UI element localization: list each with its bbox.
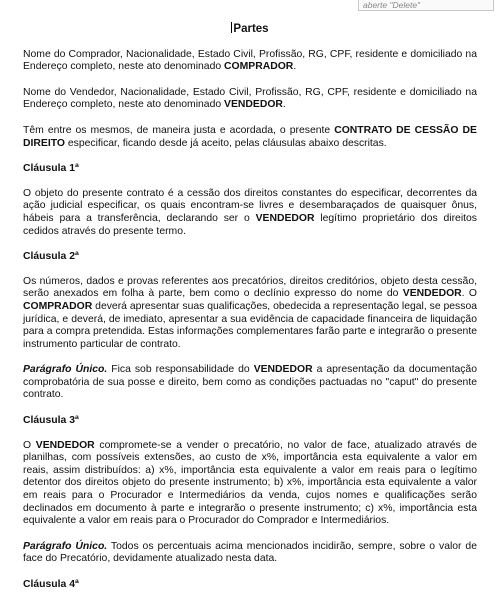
paragrafo-unico-1: Parágrafo Único. Fica sob responsabilidade do VENDEDOR a apresentação da documentação comprobatória de sua posse e direito, bem como as condições pactuadas no "caput" do presente contrato. xyxy=(23,364,477,401)
paragraph-intro: Têm entre os mesmos, de maneira justa e acordada, o presente CONTRATO DE CESSÃO DE DIREITO especificar, ficando desde já aceito, pelas cláusulas abaixo descritas. xyxy=(23,124,477,149)
clause-1-text: O objeto do presente contrato é a cessão dos direitos constantes do especificar, decorrentes da ação judicial especificar, os quais encontram-se livres e desembaraçados de quaisquer ônus, hábeis para a transferência, declarando ser o VENDEDOR legítimo proprietário dos direitos cedidos através do presente termo. xyxy=(23,187,477,237)
clause-1-heading: Cláusula 1ª xyxy=(23,163,79,175)
paragraph-vendedor: Nome do Vendedor, Nacionalidade, Estado Civil, Profissão, RG, CPF, residente e domiciliado na Endereço completo, neste ato denominado VENDEDOR. xyxy=(23,86,477,111)
search-hint-box: aberte "Delete" xyxy=(358,0,494,11)
clause-2-text: Os números, dados e provas referentes aos precatórios, direitos creditórios, objeto desta cessão, serão anexados em folha à parte, bem como o declínio expresso do nome do VENDEDOR. O COMPRADOR deverá apresentar suas qualificações, obedecida a representação legal, se pessoa jurídica, e deverá, de imediato, apresentar a sua evidência de capacidade financeira de liquidação para a compra pretendida. Estas informações complementares farão parte e integrarão o presente instrumento particular de contrato. xyxy=(23,275,477,350)
clause-4-heading: Cláusula 4ª xyxy=(23,579,79,590)
document-title: Partes xyxy=(233,23,269,35)
clause-3-text: O VENDEDOR compromete-se a vender o precatório, no valor de face, atualizado através de planilhas, com possíveis extensões, ao custo de x%, importância esta equivalente a valor em reais, assim distribuídos: a) x%, importância esta equivalente a valor em reais para o legítimo detentor dos direitos objeto do presente instrumento; b) x%, importância esta equivalente a valor em reais para o Procurador e Intermediários da venda, cujos nomes e qualificações serão declinados em documento à parte e integrarão o presente instrumento; c) x%, importância esta equivalente a valor em reais para o Procurador do Comprador e Intermediários. xyxy=(23,439,477,527)
paragraph-comprador: Nome do Comprador, Nacionalidade, Estado Civil, Profissão, RG, CPF, residente e domiciliado na Endereço completo, neste ato denominado COMPRADOR. xyxy=(23,48,477,73)
contract-document xyxy=(23,14,477,604)
clause-3-heading: Cláusula 3ª xyxy=(23,415,79,427)
paragrafo-unico-2: Parágrafo Único. Todos os percentuais acima mencionados incidirão, sempre, sobre o valor de face do Precatório, devidamente atualizado nesta data. xyxy=(23,540,477,565)
clause-2-heading: Cláusula 2ª xyxy=(23,251,79,263)
